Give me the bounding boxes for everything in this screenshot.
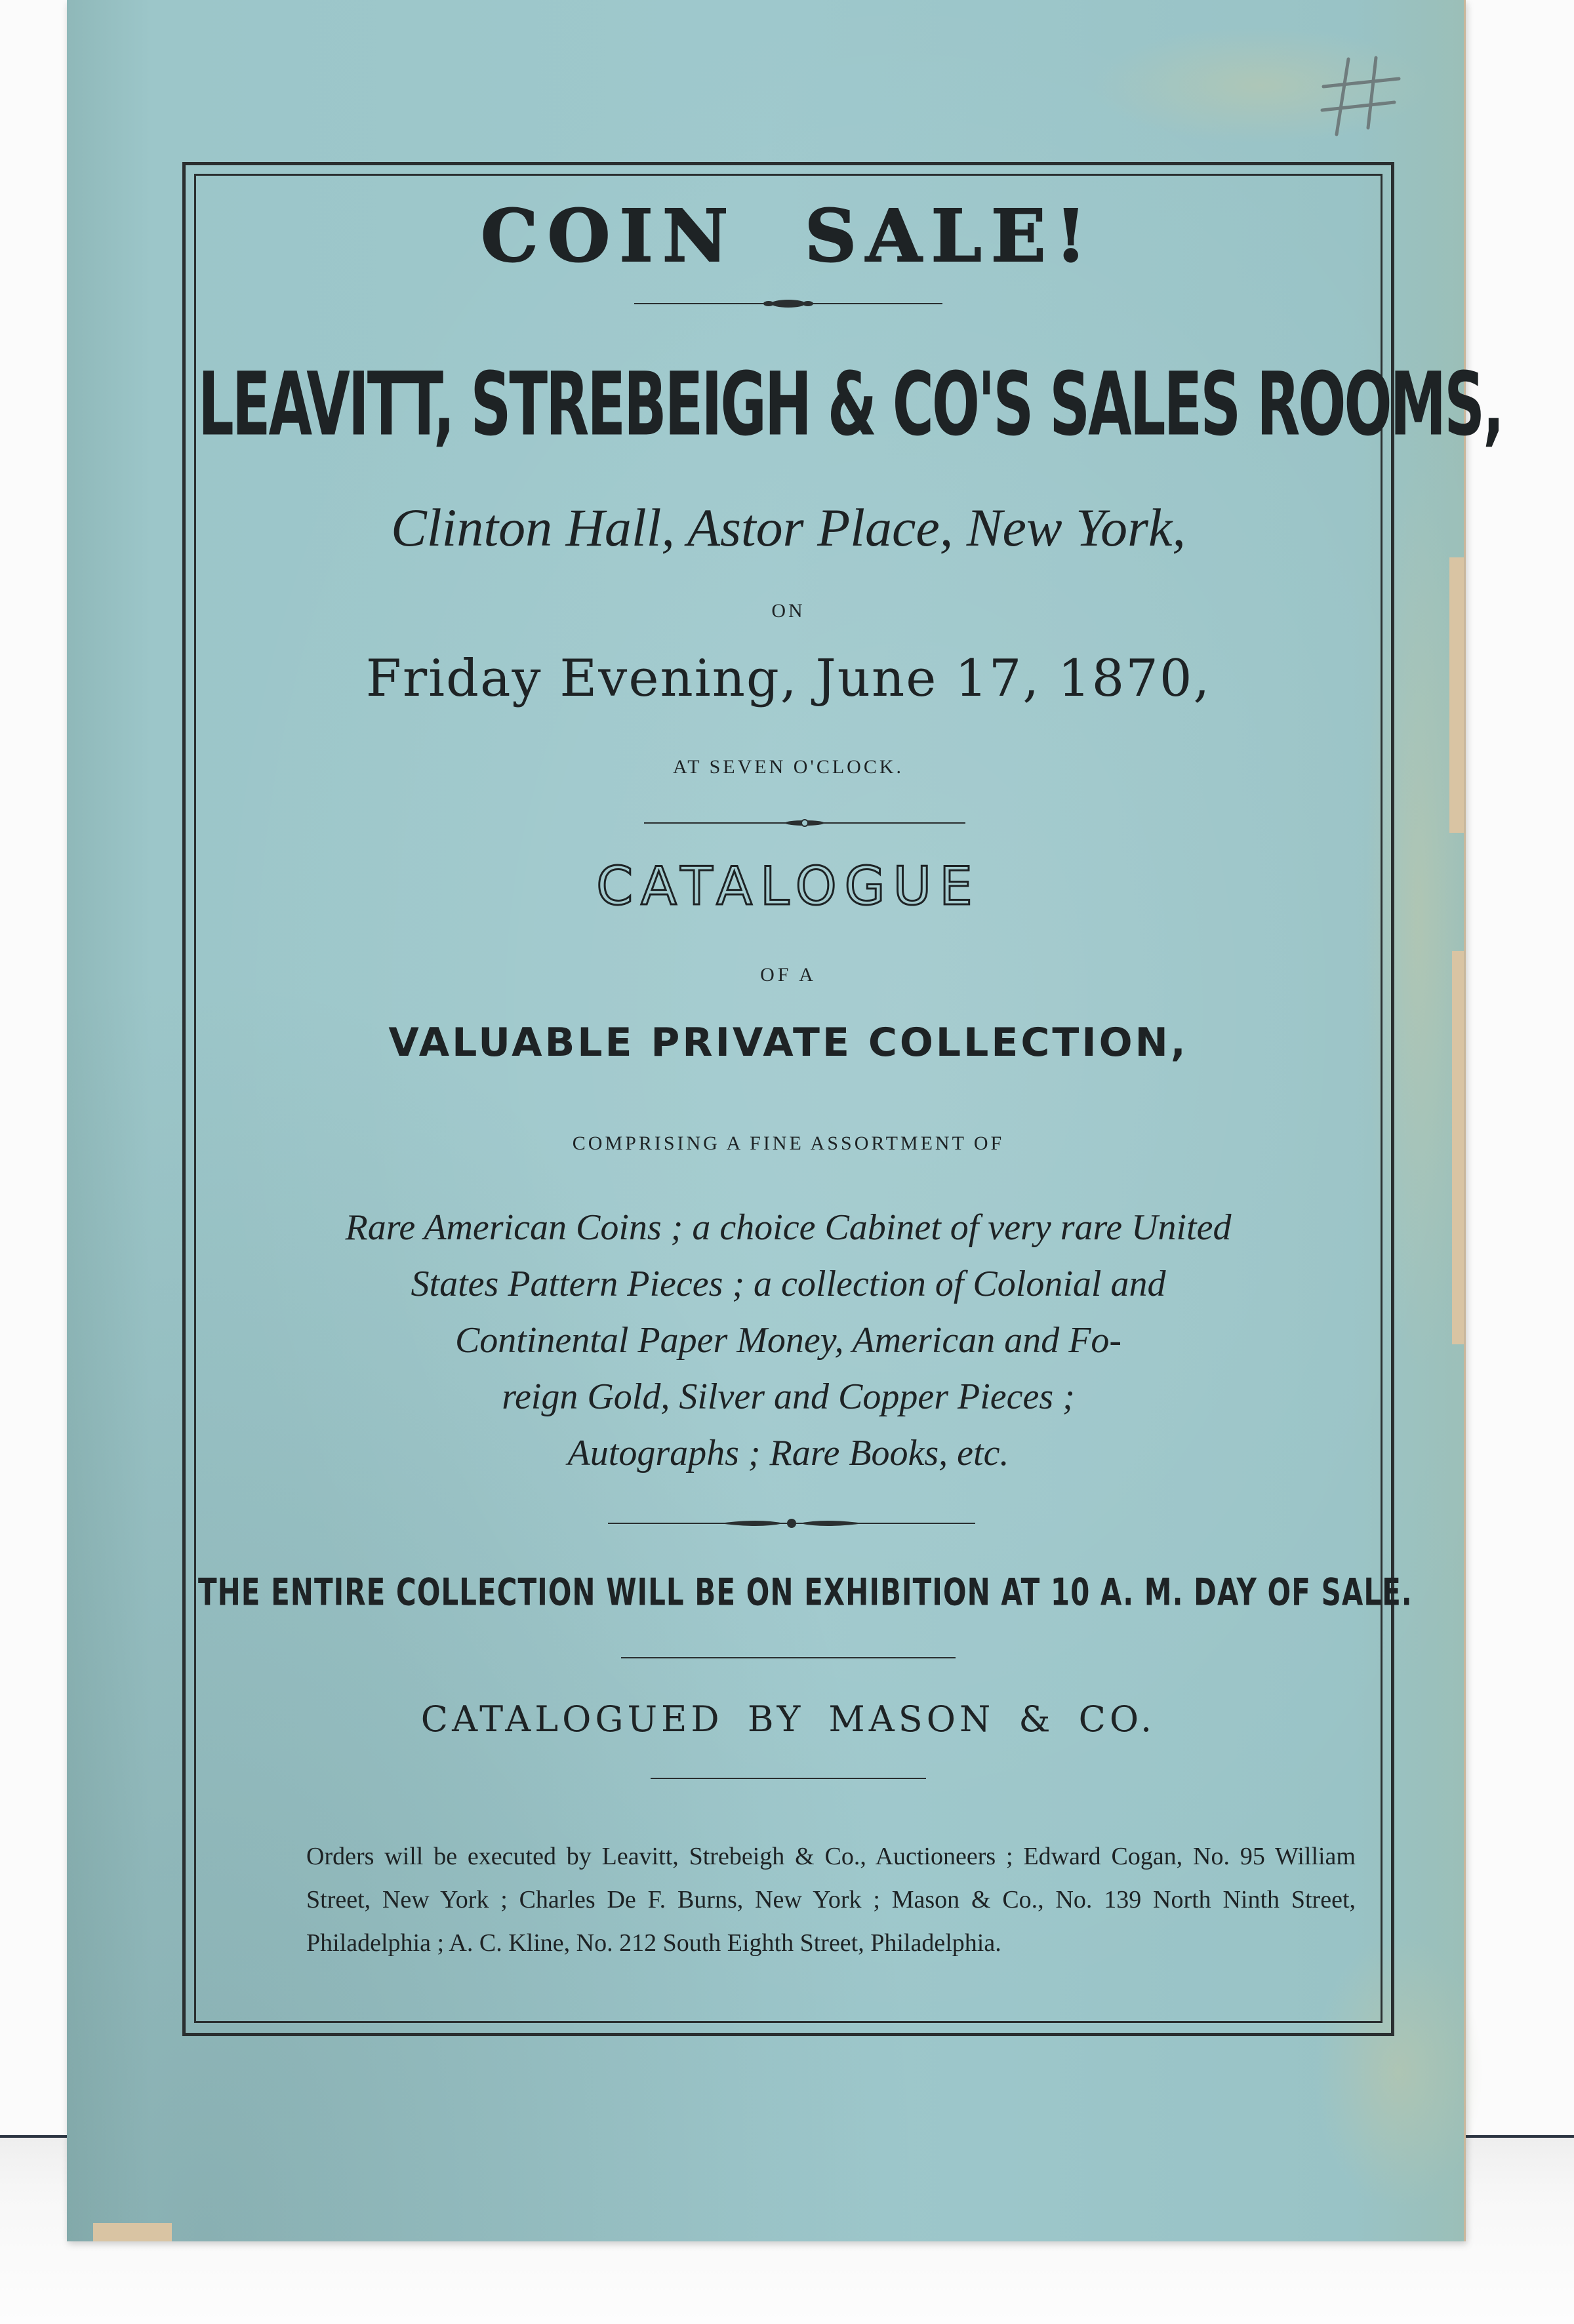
worn-edge bbox=[93, 2223, 172, 2241]
headline: COIN SALE! bbox=[481, 193, 1096, 278]
exhibition-notice: THE ENTIRE COLLECTION WILL BE ON EXHIBITION AT 10 A. M. DAY OF SALE. bbox=[198, 1571, 1413, 1614]
cataloguer-line: CATALOGUED BY MASON & CO. bbox=[420, 1698, 1156, 1740]
collection-title: VALUABLE PRIVATE COLLECTION, bbox=[388, 1020, 1188, 1066]
catalogue-title: CATALOGUE bbox=[596, 856, 980, 917]
pencil-hash-mark bbox=[1310, 46, 1409, 144]
catalogue-cover bbox=[67, 0, 1503, 2241]
description-line: reign Gold, Silver and Copper Pieces ; bbox=[502, 1376, 1075, 1417]
orders-paragraph: Orders will be executed by Leavitt, Strebeigh & Co., Auctioneers ; Edward Cogan, No. 95 William Street, New York ; Charles De F. Burns, New York ; Mason & Co., No. 139 North Ninth Street, Philadelphia ; A. C. Kline, No. 212 South Eighth Street, Philadelphia. bbox=[306, 1843, 1356, 1957]
comprising-line: COMPRISING A FINE ASSORTMENT OF bbox=[572, 1132, 1005, 1154]
cover-text bbox=[198, 174, 1503, 2016]
worn-edge bbox=[1449, 557, 1464, 833]
description-line: Autographs ; Rare Books, etc. bbox=[567, 1433, 1009, 1473]
ornamental-rule bbox=[608, 1517, 975, 1530]
location-line: Clinton Hall, Astor Place, New York, bbox=[391, 498, 1186, 557]
description-line: States Pattern Pieces ; a collection of Colonial and bbox=[411, 1264, 1166, 1304]
date-line: Friday Evening, June 17, 1870, bbox=[365, 649, 1211, 708]
sales-rooms-title: LEAVITT, STREBEIGH & CO'S SALES ROOMS, bbox=[198, 354, 1503, 456]
ornamental-rule bbox=[634, 298, 942, 309]
description-line: Continental Paper Money, American and Fo- bbox=[454, 1320, 1122, 1361]
ornamental-rule bbox=[644, 818, 965, 828]
time-line: AT SEVEN O'CLOCK. bbox=[672, 756, 904, 778]
description-line: Rare American Coins ; a choice Cabinet of very rare United bbox=[345, 1207, 1232, 1248]
divider-rule bbox=[651, 1778, 926, 1779]
worn-edge bbox=[1452, 951, 1464, 1344]
of-a-line: OF A bbox=[760, 964, 817, 986]
on-line: ON bbox=[771, 600, 805, 622]
divider-rule bbox=[621, 1657, 956, 1658]
